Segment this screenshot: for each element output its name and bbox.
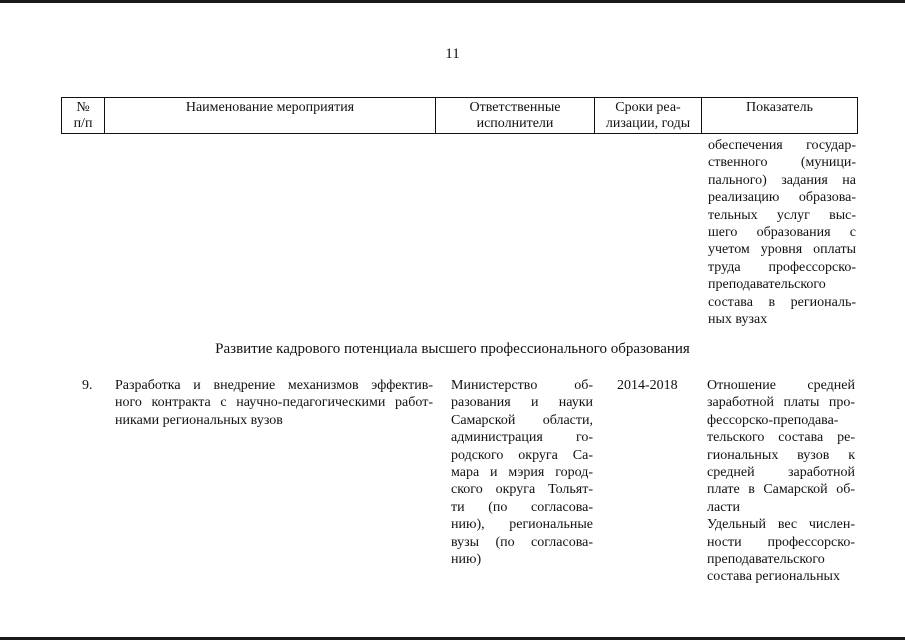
text-line: Удельный вес числен- (707, 517, 855, 533)
text-line: средней заработной (707, 465, 855, 481)
text-line: ности профессорско- (707, 534, 855, 550)
text-line: труда профессорско- (708, 259, 856, 275)
text-line: родского округа Са- (451, 447, 593, 463)
continued-indicator (708, 137, 856, 328)
text-line: ных вузах (708, 312, 768, 328)
text-line: тельского состава ре- (707, 430, 855, 446)
header-indicator (701, 97, 858, 134)
text-line: заработной платы про- (707, 395, 855, 411)
text-line: плате в Самарской об- (707, 482, 855, 498)
row-responsible-lines (451, 377, 593, 568)
header-name-text: Наименование мероприятия (185, 100, 355, 115)
row-indicator (707, 377, 855, 586)
header-term (594, 97, 702, 134)
text-line: вузы (по согласова- (451, 534, 593, 550)
header-number-text: № п/п (73, 100, 93, 131)
text-line: ского округа Тольят- (451, 482, 593, 498)
text-line: Разработка и внедрение механизмов эффектив- (115, 378, 433, 393)
text-line: администрация го- (451, 430, 593, 446)
text-line: Самарской области, (451, 412, 593, 428)
text-line: учетом уровня оплаты (708, 242, 856, 258)
header-indicator-text: Показатель (746, 100, 813, 115)
text-line: состава в региональ- (708, 294, 856, 310)
text-line: тельных услуг выс- (708, 207, 856, 223)
text-line: состава региональных (707, 569, 840, 585)
row-number: 9. (82, 378, 93, 393)
text-line: преподавательского (707, 552, 825, 568)
text-line: разования и науки (451, 395, 593, 411)
text-line: преподавательского (708, 277, 826, 293)
text-line: Отношение средней (707, 378, 855, 393)
row-term: 2014-2018 (617, 378, 678, 393)
row-name (115, 377, 433, 429)
header-name (104, 97, 436, 134)
text-line: ти (по согласова- (451, 499, 593, 515)
text-line: обеспечения государ- (708, 138, 856, 153)
text-line: нию) (451, 552, 482, 568)
continued-indicator-lines (708, 137, 856, 328)
text-line: мара и мэрия город- (451, 465, 593, 481)
text-line: никами региональных вузов (115, 412, 283, 428)
text-line: гиональных вузов к (707, 447, 855, 463)
text-line: шего образования с (708, 225, 856, 241)
header-term-text: Сроки реа- лизации, годы (605, 100, 691, 131)
page-number: 11 (445, 46, 460, 62)
row-indicator-lines (707, 377, 855, 586)
text-line: ного контракта с научно-педагогическими работ- (115, 395, 433, 411)
text-line: нию), региональные (451, 517, 593, 533)
text-line: ственного (муници- (708, 155, 856, 171)
row-name-lines (115, 377, 433, 429)
top-border (0, 0, 905, 3)
text-line: фессорско-преподава- (707, 412, 839, 428)
row-responsible (451, 377, 593, 568)
text-line: реализацию образова- (708, 190, 856, 206)
text-line: ласти (707, 499, 741, 515)
text-line: Министерство об- (451, 378, 593, 393)
header-responsible (435, 97, 595, 134)
text-line: пального) задания на (708, 172, 856, 188)
header-responsible-text: Ответственные исполнители (469, 100, 561, 131)
section-title: Развитие кадрового потенциала высшего профессионального образования (215, 341, 690, 357)
header-number (61, 97, 105, 134)
